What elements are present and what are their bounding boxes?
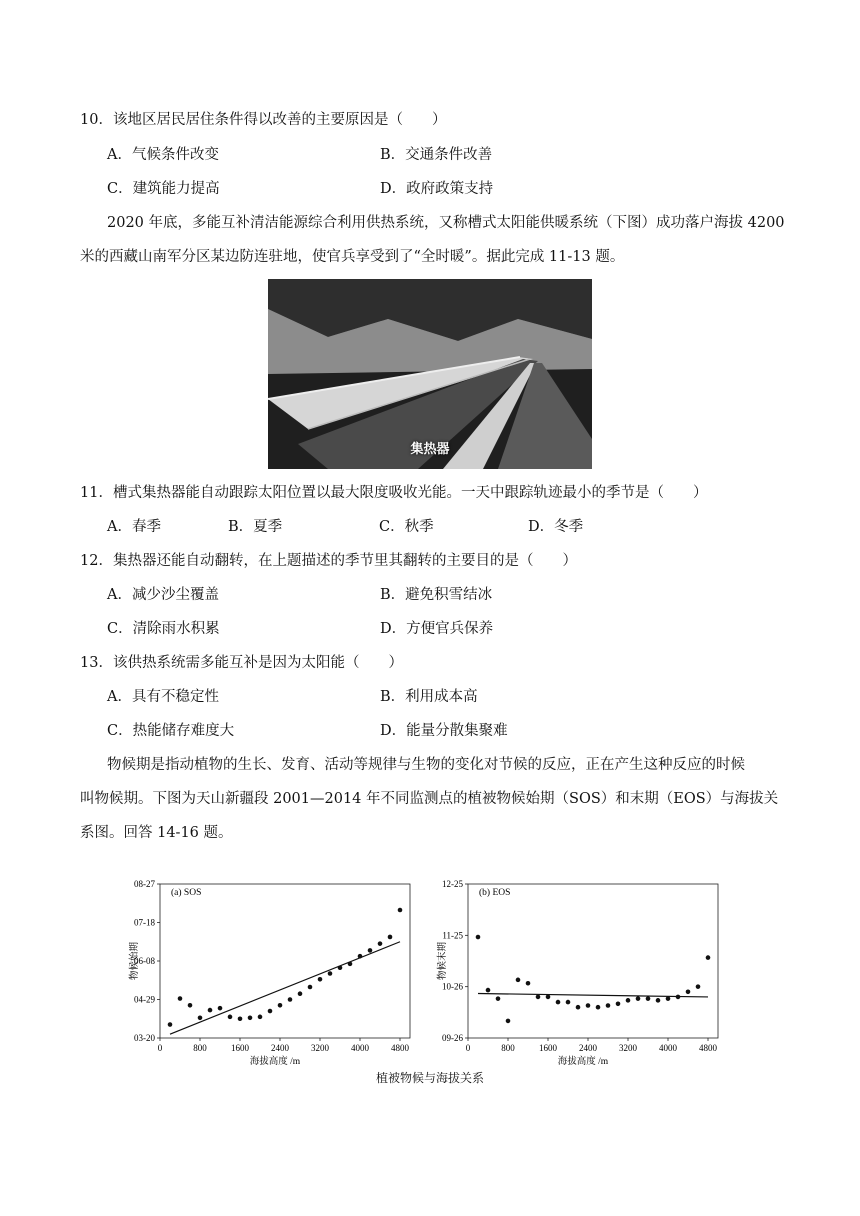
chart1-data-point: [546, 995, 551, 1000]
chart0-data-point: [268, 1009, 273, 1014]
intro2-line3: 系图。回答 14-16 题。: [80, 825, 233, 841]
chart0-data-point: [358, 954, 363, 959]
chart0-data-point: [348, 962, 353, 967]
chart0-data-point: [328, 971, 333, 976]
q10-stem: 10．该地区居民居住条件得以改善的主要原因是（ ）: [80, 112, 447, 128]
chart1-data-point: [686, 990, 691, 995]
chart0-data-point: [188, 1003, 193, 1008]
chart1-data-point: [586, 1003, 591, 1008]
chart1-data-point: [616, 1001, 621, 1006]
chart0-y-tick-label: 08-27: [134, 879, 155, 889]
chart0-data-point: [298, 991, 303, 996]
chart1-title: (b) EOS: [479, 888, 511, 898]
q10-option-c: C．建筑能力提高: [107, 181, 220, 197]
chart1-data-point: [596, 1005, 601, 1010]
q11-option-d: D．冬季: [528, 519, 584, 535]
q13-option-b: B．利用成本高: [380, 689, 478, 705]
chart0-data-point: [378, 941, 383, 946]
chart1-y-axis-label: 物候末期: [438, 941, 448, 981]
chart0-y-tick-label: 03-20: [134, 1033, 155, 1043]
q12-option-b: B．避免积雪结冰: [380, 587, 493, 603]
q12-option-a: A．减少沙尘覆盖: [107, 587, 219, 603]
chart1-x-tick-label: 1600: [539, 1043, 557, 1053]
chart0-y-axis-label: 物候始期: [130, 941, 140, 981]
chart1-data-point: [706, 955, 711, 960]
chart1-frame: [468, 884, 718, 1038]
q13-option-d: D．能量分散集聚难: [380, 723, 508, 739]
q12-option-c: C．清除雨水积累: [107, 621, 220, 637]
chart1-x-tick-label: 3200: [619, 1043, 637, 1053]
chart0-x-tick-label: 4800: [391, 1043, 409, 1053]
chart1-trend-line: [478, 994, 708, 997]
chart0-data-point: [228, 1015, 233, 1020]
chart1-data-point: [496, 996, 501, 1001]
chart0-x-tick-label: 3200: [311, 1043, 329, 1053]
chart0-title: (a) SOS: [171, 888, 202, 898]
q12-stem: 12．集热器还能自动翻转，在上题描述的季节里其翻转的主要目的是（ ）: [80, 553, 577, 569]
chart0-data-point: [388, 935, 393, 940]
chart0-data-point: [338, 965, 343, 970]
chart1-x-tick-label: 0: [465, 1043, 471, 1053]
chart1-data-point: [696, 984, 701, 989]
eos-chart: [428, 870, 728, 1070]
chart0-trend-line: [170, 942, 400, 1034]
chart0-data-point: [258, 1015, 263, 1020]
chart0-data-point: [278, 1003, 283, 1008]
figure-caption: 植被物候与海拔关系: [375, 1071, 484, 1085]
intro2-line2: 叫物候期。下图为天山新疆段 2001—2014 年不同监测点的植被物候始期（SOS）和末期（EOS）与海拔关: [80, 791, 779, 807]
chart0-data-point: [288, 997, 293, 1002]
chart1-data-point: [636, 996, 641, 1001]
q13-option-c: C．热能储存难度大: [107, 723, 235, 739]
chart1-data-point: [556, 1000, 561, 1005]
chart0-data-point: [168, 1022, 173, 1027]
q13-option-a: A．具有不稳定性: [107, 689, 219, 705]
chart1-data-point: [576, 1005, 581, 1010]
chart1-y-tick-label: 10-26: [442, 981, 463, 992]
intro1-line1: 2020 年底，多能互补清洁能源综合利用供热系统，又称槽式太阳能供暖系统（下图）成功落户海拔 4200: [107, 215, 785, 231]
chart0-x-tick-label: 4000: [351, 1043, 369, 1053]
intro1-line2: 米的西藏山南军分区某边防连驻地，使官兵享受到了“全时暖”。据此完成 11-13 题。: [80, 249, 625, 265]
chart1-y-tick-label: 12-25: [442, 879, 463, 889]
chart1-data-point: [656, 998, 661, 1003]
q11-option-b: B．夏季: [228, 519, 283, 535]
chart1-y-tick-label: 11-25: [442, 930, 463, 941]
chart0-data-point: [308, 985, 313, 990]
chart0-data-point: [368, 948, 373, 953]
chart0-x-tick-label: 2400: [271, 1043, 289, 1053]
chart1-data-point: [536, 995, 541, 1000]
chart0-data-point: [178, 996, 183, 1001]
chart0-data-point: [198, 1015, 203, 1020]
photo-caption: 集热器: [410, 442, 450, 457]
chart1-data-point: [646, 996, 651, 1001]
chart0-data-point: [248, 1015, 253, 1020]
q10-option-b: B．交通条件改善: [380, 147, 493, 163]
q12-option-d: D．方便官兵保养: [380, 621, 494, 637]
chart1-y-tick-label: 09-26: [442, 1033, 463, 1043]
chart1-data-point: [516, 978, 521, 983]
chart1-x-tick-label: 800: [501, 1043, 515, 1053]
chart1-data-point: [486, 988, 491, 993]
chart0-data-point: [318, 977, 323, 982]
chart0-x-tick-label: 800: [193, 1043, 207, 1053]
chart1-data-point: [666, 996, 671, 1001]
q10-option-a: A．气候条件改变: [107, 147, 219, 163]
chart0-y-tick-label: 07-18: [134, 917, 155, 928]
chart0-frame: [160, 884, 410, 1038]
chart0-x-axis-label: 海拔高度 /m: [249, 1057, 301, 1067]
chart0-y-tick-label: 04-29: [134, 994, 155, 1005]
q11-stem: 11．槽式集热器能自动跟踪太阳位置以最大限度吸收光能。一天中跟踪轨迹最小的季节是（ ）: [80, 485, 708, 501]
solar-collector-photo: [268, 279, 592, 469]
q13-stem: 13．该供热系统需多能互补是因为太阳能（ ）: [80, 655, 403, 671]
chart1-data-point: [566, 1000, 571, 1005]
chart1-data-point: [506, 1019, 511, 1024]
chart1-data-point: [606, 1003, 611, 1008]
chart1-data-point: [476, 935, 481, 940]
intro2-line1: 物候期是指动植物的生长、发育、活动等规律与生物的变化对节候的反应，正在产生这种反应的时候: [107, 757, 745, 773]
q10-option-d: D．政府政策支持: [380, 181, 494, 197]
chart1-x-axis-label: 海拔高度 /m: [557, 1057, 609, 1067]
chart0-x-tick-label: 1600: [231, 1043, 249, 1053]
q11-option-a: A．春季: [107, 519, 161, 535]
chart0-data-point: [208, 1008, 213, 1013]
sos-chart: [120, 870, 420, 1070]
chart1-data-point: [676, 995, 681, 1000]
chart0-data-point: [398, 908, 403, 913]
chart1-x-tick-label: 4800: [699, 1043, 717, 1053]
chart0-x-tick-label: 0: [157, 1043, 163, 1053]
chart0-data-point: [218, 1006, 223, 1011]
chart1-x-tick-label: 2400: [579, 1043, 597, 1053]
chart0-y-tick-label: 06-08: [134, 956, 155, 966]
q11-option-c: C．秋季: [379, 519, 434, 535]
chart1-data-point: [526, 981, 531, 986]
chart1-x-tick-label: 4000: [659, 1043, 677, 1053]
chart1-data-point: [626, 998, 631, 1003]
chart0-data-point: [238, 1016, 243, 1021]
